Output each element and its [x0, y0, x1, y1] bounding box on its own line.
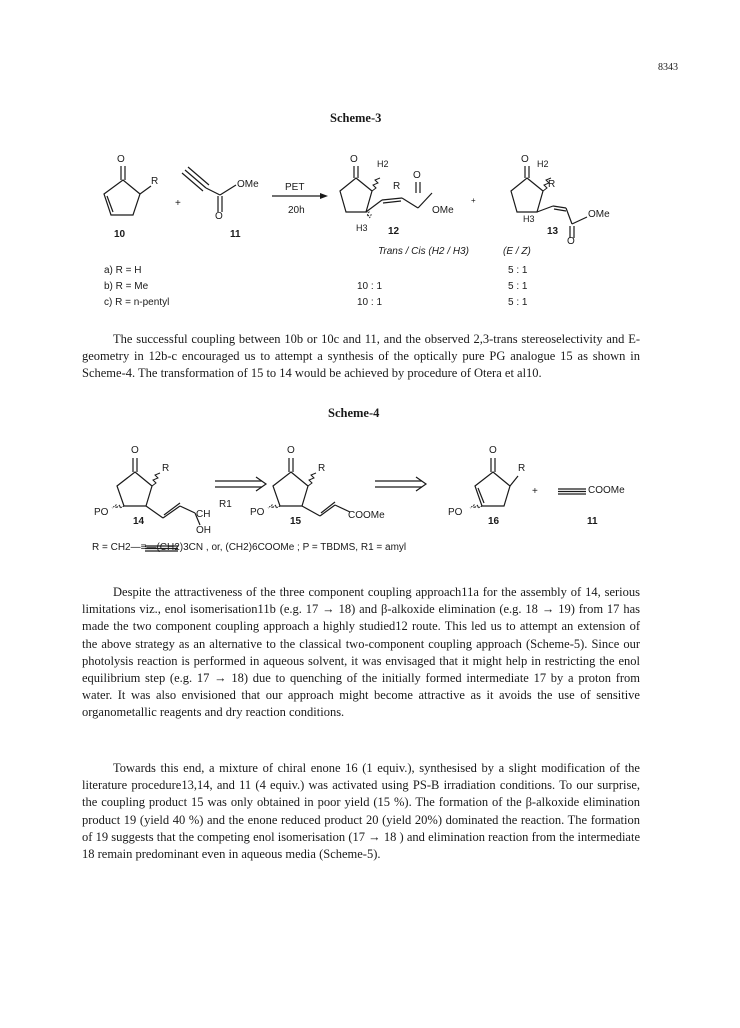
atom-label-o: O [131, 445, 139, 456]
substituent-row-label: a) R = H [104, 265, 142, 276]
ez-ratio: 5 : 1 [508, 265, 528, 276]
atom-label-r: R [151, 176, 159, 187]
atom-label-r: R [393, 181, 401, 192]
compound-15-structure [268, 458, 350, 516]
atom-label-h3: H3 [523, 214, 535, 224]
ez-header: (E / Z) [503, 246, 531, 257]
scheme-3-title: Scheme-3 [330, 111, 382, 125]
compound-label-16: 16 [488, 516, 500, 527]
retrosynthesis-arrow-2 [375, 477, 426, 491]
scheme-4-footnote: R = CH2—≡—(CH2)3CN , or, (CH2)6COOMe ; P = TBDMS, R1 = amyl [92, 542, 407, 553]
atom-label-ome: OMe [237, 179, 259, 190]
substituent-row-label: b) R = Me [104, 281, 149, 292]
trans-cis-ratio: 10 : 1 [357, 281, 383, 292]
atom-label-o: O [413, 170, 421, 181]
ez-ratio: 5 : 1 [508, 297, 528, 308]
compound-label-15: 15 [290, 516, 302, 527]
compound-label-11: 11 [587, 516, 598, 527]
substituent-row-label: c) R = n-pentyl [104, 297, 170, 308]
atom-label-o: O [489, 445, 497, 456]
compound-label-12: 12 [388, 226, 400, 237]
atom-label-po: PO [94, 507, 109, 518]
atom-label-coome: COOMe [348, 510, 385, 521]
trans-cis-ratio: 10 : 1 [357, 297, 383, 308]
atom-label-coome: COOMe [588, 485, 625, 496]
compound-label-13: 13 [547, 226, 559, 237]
atom-label-r: R [548, 179, 556, 190]
plus-sign: + [471, 196, 476, 205]
atom-label-r: R [318, 463, 326, 474]
page-number: 8343 [658, 62, 678, 73]
atom-label-o: O [567, 236, 575, 247]
compound-14-structure [112, 458, 200, 525]
ratio-header: Trans / Cis (H2 / H3) [378, 246, 469, 257]
atom-label-o: O [350, 154, 358, 165]
atom-label-h2: H2 [537, 159, 549, 169]
atom-label-po: PO [250, 507, 265, 518]
compound-11-alkyne [558, 489, 586, 494]
atom-label-o: O [521, 154, 529, 165]
atom-label-ch: CH [196, 509, 211, 520]
atom-label-ome: OMe [588, 209, 610, 220]
retrosynthesis-arrow-1 [215, 477, 266, 491]
paragraph-2-text: Despite the attractiveness of the three component coupling approach11a for the assembly of 14, serious limitations viz., enol isomerisation11b (e.g. 17 → 18) and β-alkoxide elimination (e.g. 18 → 19) from 17 has made the two component coupling approach a highly studied12 route. This led us to attempt an extension of the above strategy as an alternative to the classical two-component coupling approach (Scheme-5). Since our photolysis reaction is performed in aqueous solvent, it was envisaged that it might help in restricting the enol equilibrium step (e.g. 17 → 18) due to quenching of the initially formed intermediate 17 by a proton from water. It was also envisioned that our approach might become attractive as it avoids the use of sensitive organometallic reagents and dry reaction conditions. [82, 585, 640, 720]
paragraph-2 [82, 584, 640, 722]
reaction-reagent-label: PET [285, 182, 305, 193]
atom-label-r: R [162, 463, 170, 474]
atom-label-r1: R1 [219, 499, 232, 510]
atom-label-r: R [518, 463, 526, 474]
compound-label-10: 10 [114, 229, 126, 240]
plus-sign: + [175, 198, 181, 209]
paragraph-1-text: The successful coupling between 10b or 10c and 11, and the observed 2,3-trans stereoselectivity and E-geometry in 12b-c encouraged us to attempt a synthesis of the optically pure PG analogue 15 as shown in Scheme-4. The transformation of 15 to 14 would be achieved by procedure of Otera et al10. [82, 332, 640, 381]
atom-label-o: O [117, 154, 125, 165]
atom-label-h3: H3 [356, 223, 368, 233]
paragraph-3-text: Towards this end, a mixture of chiral enone 16 (1 equiv.), synthesised by a slight modification of the literature procedure13,14, and 11 (4 equiv.) was activated using PS-B irradiation conditions. To our surprise, the coupling product 15 was only obtained in poor yield (15 %). The formation of the β-alkoxide elimination product 19 (yield 40 %) and the enone reduced product 20 (yield 20%) dominated the reaction. The formation of 19 suggests that the competing enol isomerisation (17 → 18 ) and elimination reaction from the intermediate 18 remain predominant even in aqueous media (Scheme-5). [82, 761, 640, 862]
compound-16-structure [470, 458, 518, 508]
reaction-time-label: 20h [288, 205, 305, 216]
paragraph-3 [82, 760, 640, 863]
atom-label-h2: H2 [377, 159, 389, 169]
atom-label-po: PO [448, 507, 463, 518]
compound-label-14: 14 [133, 516, 145, 527]
atom-label-o: O [287, 445, 295, 456]
atom-label-o: O [215, 211, 223, 222]
atom-label-ome: OMe [432, 205, 454, 216]
compound-label-11: 11 [230, 229, 241, 240]
plus-sign: + [532, 486, 538, 497]
ez-ratio: 5 : 1 [508, 281, 528, 292]
atom-label-oh: OH [196, 525, 211, 536]
scheme-4-title: Scheme-4 [328, 406, 380, 420]
